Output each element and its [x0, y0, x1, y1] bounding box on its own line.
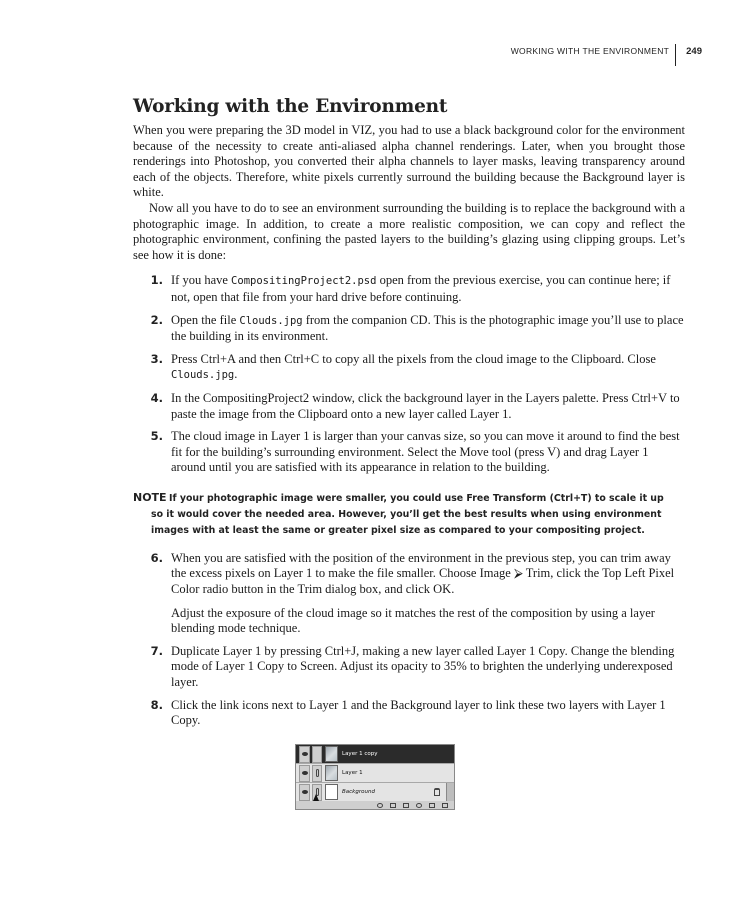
- step-number: 2.: [150, 312, 163, 327]
- layer-row[interactable]: [296, 745, 454, 764]
- list-item: [133, 698, 685, 729]
- list-item: [133, 391, 685, 422]
- note-box: [133, 490, 685, 539]
- step-subtext: Adjust the exposure of the cloud image so it matches the rest of the composition by using a layer blending mode technique.: [171, 605, 655, 636]
- adjustment-layer-icon[interactable]: [416, 803, 422, 808]
- list-item: [133, 644, 685, 691]
- step-number: 7.: [150, 643, 163, 658]
- eye-icon[interactable]: [299, 746, 310, 763]
- list-item: [133, 352, 685, 384]
- section-heading: Working with the Environment: [133, 96, 448, 117]
- layer-style-icon[interactable]: [377, 803, 383, 808]
- link-icon[interactable]: [312, 765, 322, 782]
- list-item: [133, 313, 685, 345]
- layer-thumbnail: [325, 765, 338, 781]
- filename-code: Clouds.jpg: [239, 314, 303, 327]
- running-header: [511, 40, 702, 62]
- layer-thumbnail: [325, 746, 338, 762]
- running-title: WORKING WITH THE ENVIRONMENT: [510, 46, 670, 56]
- layer-row[interactable]: [296, 764, 454, 783]
- eye-icon[interactable]: [299, 784, 310, 801]
- step-number: 1.: [150, 273, 163, 288]
- intro-paragraph: When you were preparing the 3D model in VIZ, you had to use a black background color for the environment because of the necessity to create anti-aliased alpha channel renderings. Later, when you brought those renderings into Photoshop, you converted their alpha channels to layer masks, leaving transparency around each of the objects. Therefore, white pixels currently surround the building because the Background layer is white.: [133, 123, 685, 200]
- layer-thumbnail: [325, 784, 338, 800]
- step-text: In the CompositingProject2 window, click the background layer in the Layers palette. Press Ctrl+V to paste the image from the Clipboard onto a new layer called Layer 1.: [171, 390, 680, 421]
- list-item: [133, 551, 685, 637]
- brush-icon[interactable]: [312, 746, 322, 763]
- note-line: NOTE If your photographic image were smaller, you could use Free Transform (Ctrl+T) to scale it up: [133, 490, 664, 504]
- step-number: 3.: [150, 351, 163, 366]
- step-number: 8.: [150, 697, 163, 712]
- steps-list: [133, 273, 685, 476]
- filename-code: Clouds.jpg: [171, 369, 235, 382]
- trash-icon[interactable]: [442, 803, 448, 808]
- layer-name: Layer 1 copy: [342, 751, 378, 757]
- eye-icon[interactable]: [299, 765, 310, 782]
- list-item: [133, 273, 685, 305]
- step-number: 5.: [150, 429, 163, 444]
- mask-icon[interactable]: [390, 803, 396, 808]
- lock-icon: [434, 788, 440, 796]
- list-item: [133, 429, 685, 476]
- filename-code: CompositingProject2.psd: [231, 275, 377, 288]
- step-text: Open the file Clouds.jpg from the companion CD. This is the photographic image you’ll use to place the building in its environment.: [171, 312, 684, 344]
- step-text: When you are satisfied with the position of the environment in the previous step, you can trim away the excess pixels on Layer 1 to make the file smaller. Choose Image ⮚ Trim, click the Top Left Pixel Color radio button in the Trim dialog box, and click OK.: [171, 550, 675, 597]
- folder-icon[interactable]: [403, 803, 409, 808]
- page-number: 249: [686, 45, 702, 57]
- new-layer-icon[interactable]: [429, 803, 435, 808]
- step-text: Press Ctrl+A and then Ctrl+C to copy all the pixels from the cloud image to the Clipboard. Close Clouds.jpg.: [171, 351, 656, 382]
- note-label: NOTE: [133, 490, 167, 504]
- layer-name: Background: [342, 789, 375, 795]
- step-text: Click the link icons next to Layer 1 and the Background layer to link these two layers with Layer 1 Copy.: [171, 697, 666, 728]
- palette-toolbar: [296, 801, 454, 809]
- step-text: If you have CompositingProject2.psd open from the previous exercise, you can continue here; if not, open that file from your hard drive before continuing.: [171, 273, 671, 304]
- step-text: Duplicate Layer 1 by pressing Ctrl+J, making a new layer called Layer 1 Copy. Change the blending mode of Layer 1 Copy to Screen. Adjust its opacity to 35% to brighten the underlying underexposed layer.: [171, 643, 675, 690]
- layers-palette-figure: [295, 744, 455, 810]
- step-number: 6.: [150, 550, 163, 565]
- note-line: so it would cover the needed area. However, you’ll get the best results when using environment: [151, 508, 662, 520]
- scrollbar[interactable]: [446, 783, 454, 802]
- layer-row[interactable]: [296, 783, 454, 802]
- page-content: [133, 96, 685, 736]
- second-paragraph: Now all you have to do to see an environment surrounding the building is to replace the background with a photographic image. In addition, to create a more realistic composition, we can copy and reflect the photographic environment, confining the pasted layers to the building’s glazing using clipping groups. Let’s see how it is done:: [133, 200, 685, 262]
- step-number: 4.: [150, 390, 163, 405]
- cursor-icon: [313, 794, 319, 801]
- step-text: The cloud image in Layer 1 is larger than your canvas size, so you can move it around to find the best fit for the building’s surrounding environment. Select the Move tool (press V) and drag Layer 1 around until you are satisfied with its appearance in relation to the building.: [171, 429, 680, 475]
- steps-list-continued: [133, 551, 685, 729]
- layer-name: Layer 1: [342, 770, 363, 776]
- note-line: images with at least the same or greater pixel size as compared to your compositing project.: [151, 524, 645, 536]
